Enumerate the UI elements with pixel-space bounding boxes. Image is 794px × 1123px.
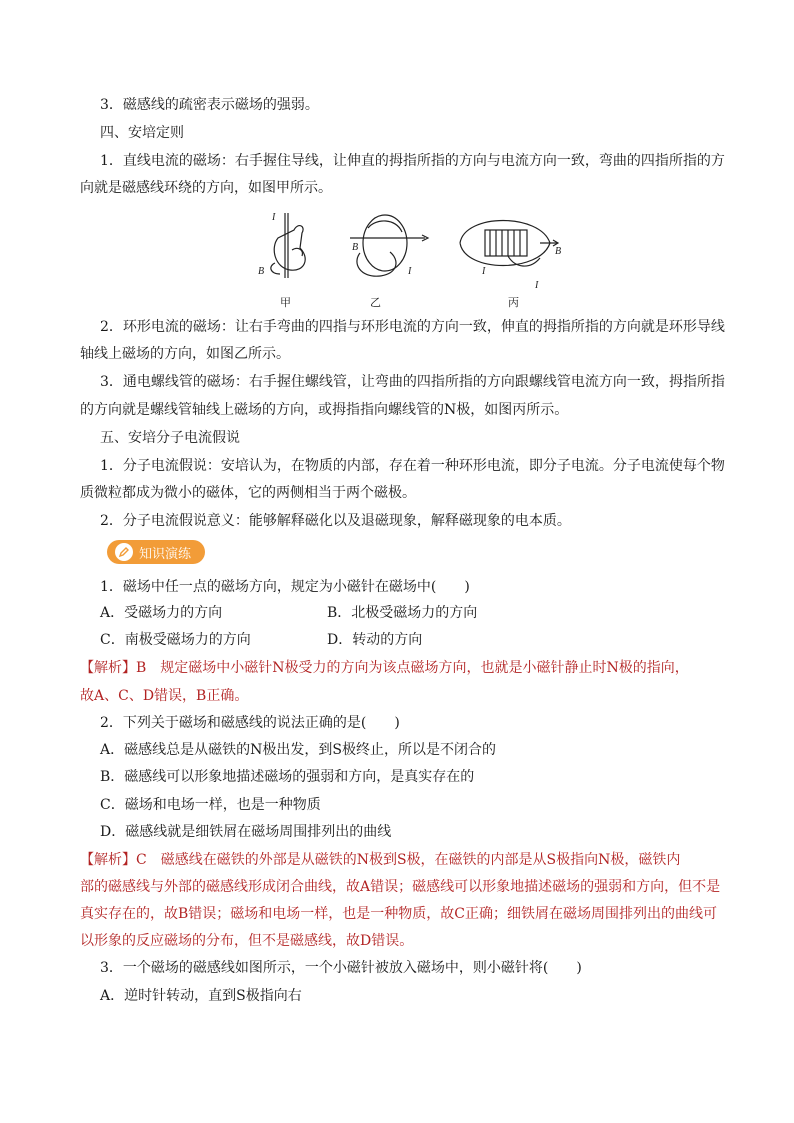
option-b: B．磁感线可以形象地描述磁场的强弱和方向，是真实存在的: [100, 769, 475, 785]
figure-label-bing: 丙: [508, 296, 519, 309]
badge-label: 知识演练: [139, 546, 192, 562]
knowledge-practice-badge: [107, 540, 205, 564]
section-heading: 四、安培定则: [100, 125, 184, 141]
question-stem: 1．磁场中任一点的磁场方向，规定为小磁针在磁场中( ): [100, 579, 470, 595]
option-c: C．南极受磁场力的方向: [100, 632, 251, 648]
svg-text:I: I: [408, 266, 412, 277]
option-d: D．转动的方向: [327, 632, 423, 648]
option-d: D．磁感线就是细铁屑在磁场周围排列出的曲线: [100, 824, 392, 840]
analysis-line: 故A、C、D错误，B正确。: [80, 688, 249, 704]
paragraph-line: 1．分子电流假说：安培认为，在物质的内部，存在着一种环形电流，即分子电流。分子电流使每个物: [100, 458, 725, 474]
option-a: A．逆时针转动，直到S极指向右: [100, 988, 302, 1004]
svg-text:B: B: [555, 246, 562, 257]
option-a: A．磁感线总是从磁铁的N极出发，到S极终止，所以是不闭合的: [100, 742, 496, 758]
svg-text:B: B: [258, 266, 265, 277]
option-a: A．受磁场力的方向: [100, 605, 223, 621]
paragraph-line: 向就是磁感线环绕的方向，如图甲所示。: [80, 180, 332, 196]
paragraph-line: 3．通电螺线管的磁场：右手握住螺线管，让弯曲的四指所指的方向跟螺线管电流方向一致，拇指所指: [100, 374, 725, 390]
paragraph-line: 质微粒都成为微小的磁体，它的两侧相当于两个磁极。: [80, 485, 416, 501]
question-stem: 3．一个磁场的磁感线如图所示，一个小磁针被放入磁场中，则小磁针将( ): [100, 960, 582, 976]
paragraph-line: 轴线上磁场的方向，如图乙所示。: [80, 346, 290, 362]
pencil-icon: [115, 543, 133, 561]
svg-text:I: I: [272, 212, 276, 223]
paragraph-line: 2．环形电流的磁场：让右手弯曲的四指与环形电流的方向一致，伸直的拇指所指的方向就是环形导线: [100, 319, 725, 335]
svg-text:B: B: [352, 242, 359, 253]
analysis-line: 部的磁感线与外部的磁感线形成闭合曲线，故A错误；磁感线可以形象地描述磁场的强弱和方向，但不是: [80, 879, 721, 895]
paragraph-line: 3．磁感线的疏密表示磁场的强弱。: [100, 97, 319, 113]
analysis-line: 【解析】C 磁感线在磁铁的外部是从磁铁的N极到S极，在磁铁的内部是从S极指向N极，磁铁内: [80, 852, 681, 868]
question-stem: 2．下列关于磁场和磁感线的说法正确的是( ): [100, 715, 400, 731]
option-b: B．北极受磁场力的方向: [327, 605, 478, 621]
figure-label-yi: 乙: [370, 296, 381, 309]
figure-label-jia: 甲: [280, 296, 291, 309]
option-c: C．磁场和电场一样，也是一种物质: [100, 797, 321, 813]
svg-text:I: I: [482, 266, 486, 277]
paragraph-line: 2．分子电流假说意义：能够解释磁化以及退磁现象，解释磁现象的电本质。: [100, 513, 571, 529]
right-hand-rule-figure: [240, 208, 560, 308]
paragraph-line: 的方向就是螺线管轴线上磁场的方向，或拇指指向螺线管的N极，如图丙所示。: [80, 402, 569, 418]
paragraph-line: 1．直线电流的磁场：右手握住导线，让伸直的拇指所指的方向与电流方向一致，弯曲的四指所指的方: [100, 153, 725, 169]
svg-text:I: I: [535, 280, 539, 291]
right-hand-rule-illustration: [240, 208, 560, 308]
analysis-line: 以形象的反应磁场的分布，但不是磁感线，故D错误。: [80, 933, 414, 949]
analysis-line: 真实存在的，故B错误；磁场和电场一样，也是一种物质，故C正确；细铁屑在磁场周围排列出的曲线可: [80, 906, 717, 922]
section-heading: 五、安培分子电流假说: [100, 430, 240, 446]
analysis-line: 【解析】B 规定磁场中小磁针N极受力的方向为该点磁场方向，也就是小磁针静止时N极的指向，: [80, 660, 689, 676]
